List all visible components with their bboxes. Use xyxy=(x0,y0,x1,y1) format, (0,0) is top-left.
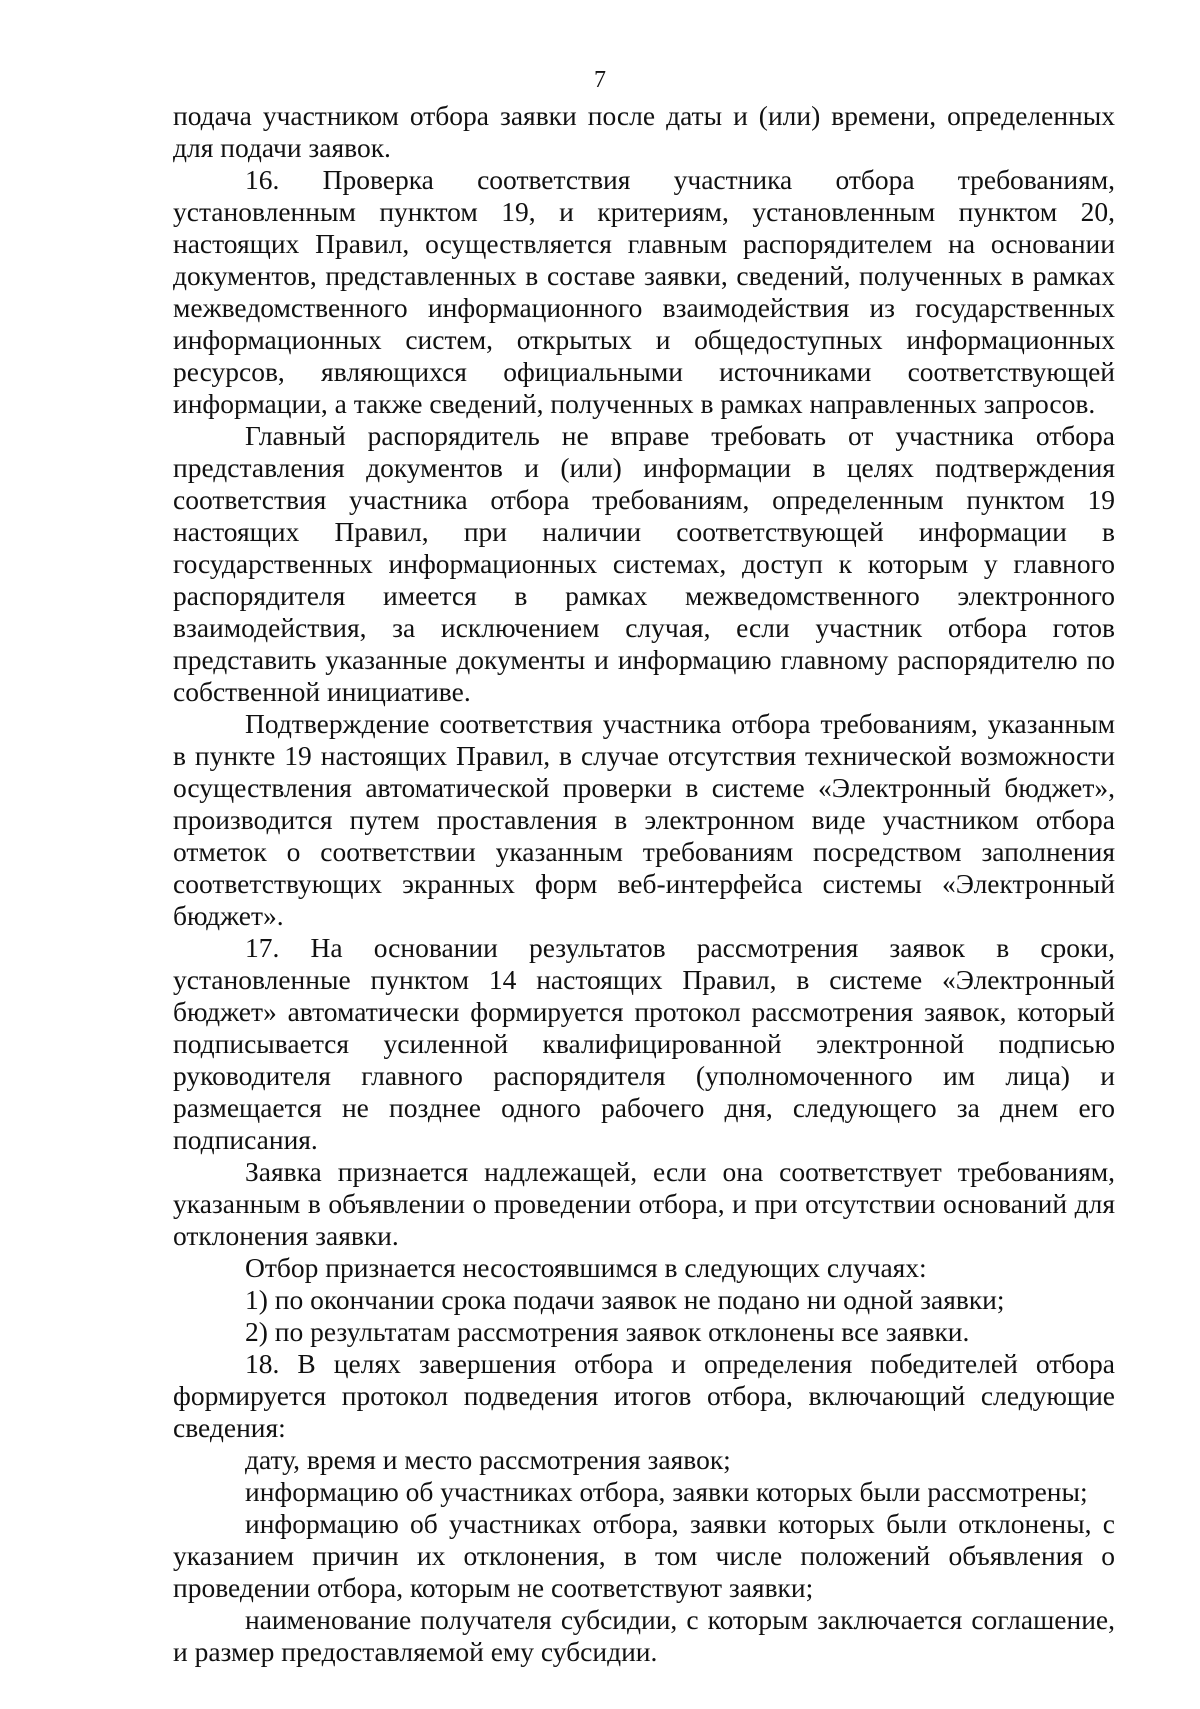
list-item: наименование получателя субсидии, с которым заключается соглашение, и размер предоставляемой ему субсидии. xyxy=(173,1604,1115,1667)
paragraph-item-17: 17. На основании результатов рассмотрения заявок в сроки, установленные пунктом 14 настоящих Правил, в системе «Электронный бюджет» автоматически формируется протокол рассмотрения заявок, который подписывается усиленной квалифицированной электронной подписью руководителя главного распорядителя (уполномоченного им лица) и размещается не позднее одного рабочего дня, следующего за днем его подписания. xyxy=(173,932,1115,1155)
list-item: информацию об участниках отбора, заявки которых были отклонены, с указанием причин их отклонения, в том числе положений объявления о проведении отбора, которым не соответствуют заявки; xyxy=(173,1508,1115,1603)
document-body xyxy=(173,100,1115,1668)
paragraph: Отбор признается несостоявшимся в следующих случаях: xyxy=(245,1252,927,1283)
paragraph: Главный распорядитель не вправе требовать от участника отбора представления документов и (или) информации в целях подтверждения соответствия участника отбора требованиям, определенным пунктом 19 настоящих Правил, при наличии соответствующей информации в государственных информационных системах, доступ к которым у главного распорядителя имеется в рамках межведомственного электронного взаимодействия, за исключением случая, если участник отбора готов представить указанные документы и информацию главному распорядителю по собственной инициативе. xyxy=(173,420,1115,707)
list-item: дату, время и место рассмотрения заявок; xyxy=(245,1444,731,1475)
paragraph: Заявка признается надлежащей, если она соответствует требованиям, указанным в объявлении о проведении отбора, и при отсутствии оснований для отклонения заявки. xyxy=(173,1156,1115,1251)
paragraph-continuation: подача участником отбора заявки после даты и (или) времени, определенных для подачи заявок. xyxy=(173,100,1115,163)
list-item: 1) по окончании срока подачи заявок не подано ни одной заявки; xyxy=(245,1284,1005,1315)
paragraph-item-16: 16. Проверка соответствия участника отбора требованиям, установленным пунктом 19, и критериям, установленным пунктом 20, настоящих Правил, осуществляется главным распорядителем на основании документов, представленных в составе заявки, сведений, полученных в рамках межведомственного информационного взаимодействия из государственных информационных систем, открытых и общедоступных информационных ресурсов, являющихся официальными источниками соответствующей информации, а также сведений, полученных в рамках направленных запросов. xyxy=(173,164,1115,419)
paragraph: Подтверждение соответствия участника отбора требованиям, указанным в пункте 19 настоящих Правил, в случае отсутствия технической возможности осуществления автоматической проверки в системе «Электронный бюджет», производится путем проставления в электронном виде участником отбора отметок о соответствии указанным требованиям посредством заполнения соответствующих экранных форм веб-интерфейса системы «Электронный бюджет». xyxy=(173,708,1115,931)
list-item: 2) по результатам рассмотрения заявок отклонены все заявки. xyxy=(245,1316,970,1347)
list-item: информацию об участниках отбора, заявки которых были рассмотрены; xyxy=(245,1476,1088,1507)
page-number: 7 xyxy=(594,67,606,93)
paragraph-item-18: 18. В целях завершения отбора и определения победителей отбора формируется протокол подведения итогов отбора, включающий следующие сведения: xyxy=(173,1348,1115,1443)
